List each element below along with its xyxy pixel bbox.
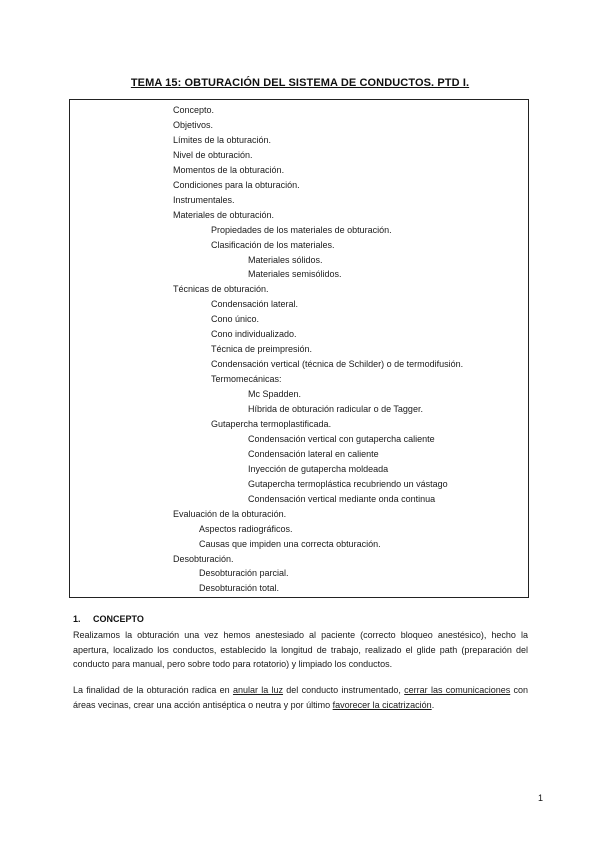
- outline-item: Desobturación total.: [199, 583, 280, 594]
- underlined-phrase: anular la luz: [232, 685, 284, 695]
- outline-item: Inyección de gutapercha moldeada: [248, 463, 389, 474]
- outline-item: Termomecánicas:: [211, 374, 282, 385]
- outline-item: Concepto.: [173, 105, 215, 115]
- outline-item: Clasificación de los materiales.: [211, 239, 335, 250]
- outline-item: Evaluación de la obturación.: [173, 508, 287, 519]
- outline-item: Cono único.: [211, 314, 260, 325]
- section-number: 1.: [73, 614, 81, 624]
- outline-item: Materiales semisólidos.: [248, 269, 342, 280]
- outline-item: Desobturación.: [173, 553, 234, 564]
- outline-item: Condensación vertical mediante onda continua: [248, 493, 436, 504]
- outline-item: Causas que impiden una correcta obturación.: [199, 538, 381, 549]
- outline-item: Condensación lateral.: [211, 299, 299, 310]
- outline-item: Instrumentales.: [173, 194, 235, 205]
- outline-item: Aspectos radiográficos.: [199, 523, 293, 534]
- section-heading: [73, 614, 144, 624]
- outline-item: Condiciones para la obturación.: [173, 179, 300, 190]
- paragraph-concept-1: Realizamos la obturación una vez hemos anestesiado al paciente (correcto bloqueo anestésico), hecho la apertura, localizado los conductos, establecido la longitud de trabajo, realizado el glide path (preparación del conducto para manual, pero sobre todo para rotatorio) y limpiado los conductos.: [73, 630, 528, 669]
- outline-item: Cono individualizado.: [211, 329, 297, 340]
- outline-item: Materiales de obturación.: [173, 209, 275, 220]
- outline-item: Objetivos.: [173, 119, 214, 130]
- page-title: TEMA 15: OBTURACIÓN DEL SISTEMA DE CONDUCTOS. PTD I.: [130, 77, 470, 89]
- section-title: CONCEPTO: [93, 614, 144, 624]
- outline-item: Mc Spadden.: [248, 389, 302, 400]
- paragraph-concept-2: [73, 683, 528, 712]
- outline-item: Híbrida de obturación radicular o de Tagger.: [248, 404, 423, 414]
- paragraph-text: La finalidad de la obturación radica en: [73, 685, 233, 695]
- underlined-phrase: cerrar las comunicaciones: [404, 685, 511, 695]
- outline-item: Condensación vertical (técnica de Schilder) o de termodifusión.: [211, 359, 464, 370]
- paragraph-text: .: [431, 699, 435, 710]
- outline-item: Técnicas de obturación.: [173, 284, 269, 295]
- outline-item: Gutapercha termoplastificada.: [211, 418, 332, 429]
- page-number: 1: [538, 793, 544, 803]
- paragraph-text: con áreas vecinas, crear una acción antiséptica o neutra y por último: [73, 685, 529, 710]
- outline-item: Gutapercha termoplástica recubriendo un vástago: [248, 478, 448, 489]
- outline-item: Condensación vertical con gutapercha caliente: [248, 433, 435, 444]
- outline-item: Propiedades de los materiales de obturación.: [211, 224, 392, 235]
- outline-item: Materiales sólidos.: [248, 254, 323, 265]
- paragraph-text: del conducto instrumentado,: [283, 685, 405, 695]
- outline-item: Momentos de la obturación.: [173, 164, 285, 175]
- outline-item: Límites de la obturación.: [173, 134, 272, 145]
- outline-item: Desobturación parcial.: [199, 568, 289, 579]
- outline-item: Condensación lateral en caliente: [248, 448, 379, 459]
- outline-item: Nivel de obturación.: [173, 149, 253, 160]
- outline-item: Técnica de preimpresión.: [211, 344, 313, 355]
- underlined-phrase: favorecer la cicatrización: [332, 699, 432, 710]
